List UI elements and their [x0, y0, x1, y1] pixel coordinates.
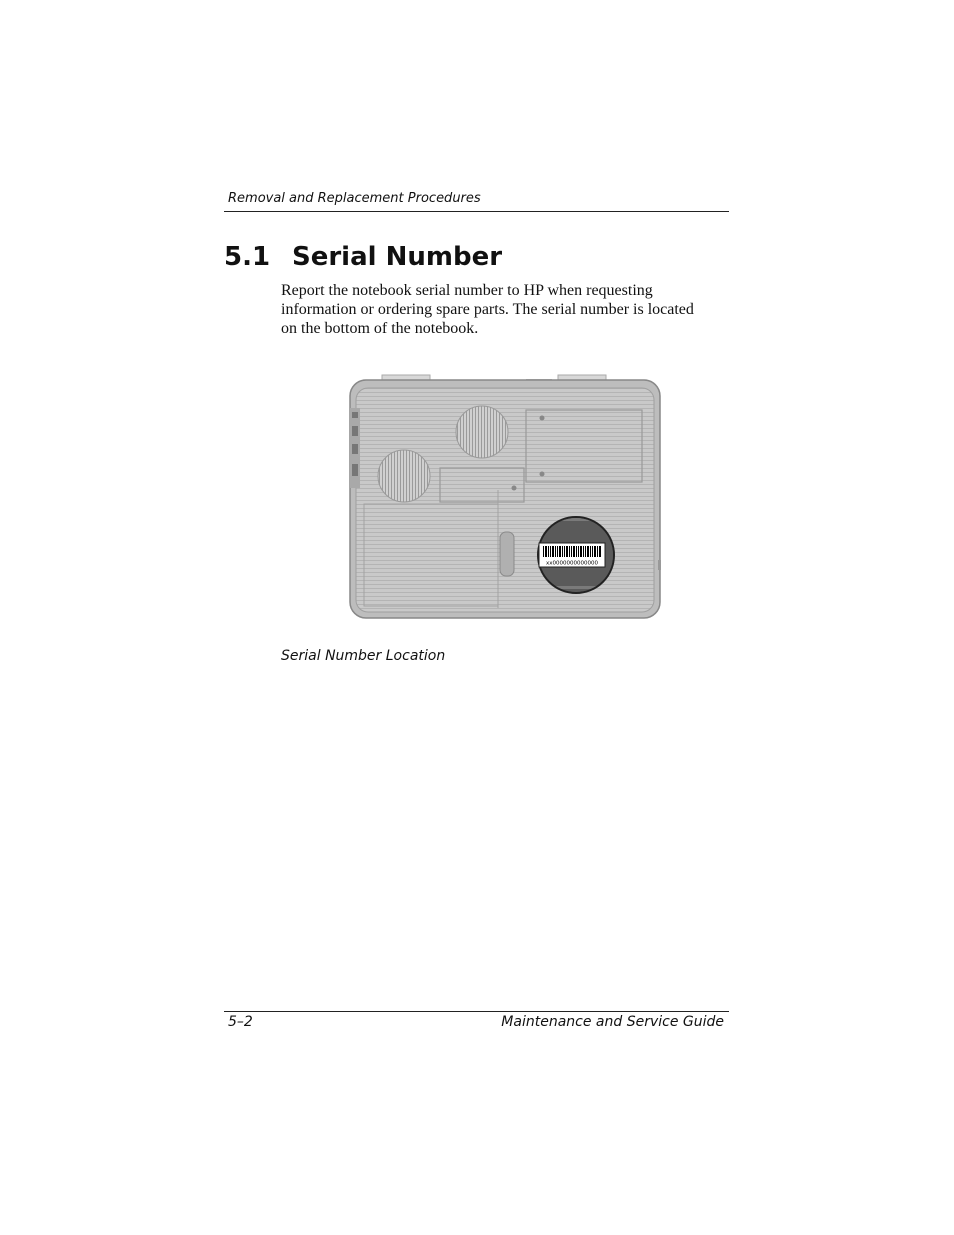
fan-vent-upper [456, 406, 508, 458]
footer-rule [224, 1011, 729, 1012]
guide-title: Maintenance and Service Guide [501, 1014, 724, 1030]
cover-screw [512, 486, 517, 491]
section-title-text: Serial Number [292, 242, 503, 272]
notebook-bottom-drawing [346, 372, 664, 622]
battery-release-latch [500, 532, 514, 576]
figure-caption: Serial Number Location [281, 648, 446, 664]
cover-screw [540, 416, 545, 421]
cover-screw [540, 472, 545, 477]
serial-number-text: xx0000000000000 [545, 560, 599, 567]
section-title [224, 242, 502, 272]
notebook-bottom-illustration [346, 372, 664, 622]
running-head: Removal and Replacement Procedures [228, 191, 481, 206]
section-body: Report the notebook serial number to HP when requesting information or ordering spare parts. The serial number is located on the bottom of the notebook. [281, 282, 694, 337]
section-number: 5.1 [224, 242, 271, 272]
fan-vent-lower [378, 450, 430, 502]
serial-number-callout [536, 517, 616, 593]
header-rule [224, 211, 729, 212]
page-number: 5–2 [228, 1014, 253, 1030]
